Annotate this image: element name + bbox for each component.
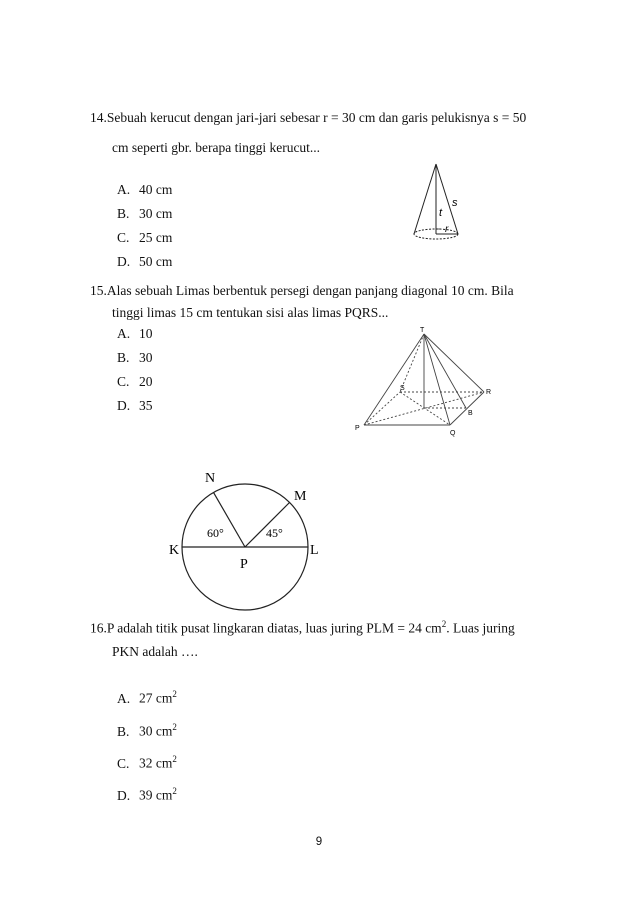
option-letter: A.: [117, 182, 131, 197]
q16-option-a: [117, 686, 177, 707]
page-number: 9: [315, 836, 323, 848]
label-P: P: [240, 557, 248, 572]
cone-figure: [405, 160, 495, 250]
option-letter: A.: [117, 690, 131, 706]
q14-option-a: [117, 182, 172, 198]
q15-option-d: [117, 398, 153, 414]
option-text: 40 cm: [139, 182, 173, 197]
option-text: 32 cm: [139, 755, 173, 771]
q16-text-line2: PKN adalah ….: [112, 644, 198, 659]
q16-text-line1-tail: . Luas juring: [446, 620, 515, 636]
edge-TR: [424, 334, 484, 392]
q15-text-line2: tinggi limas 15 cm tentukan sisi alas limas PQRS...: [112, 305, 389, 320]
q15-option-c: [117, 374, 153, 390]
option-letter: B.: [117, 723, 130, 739]
option-superscript: 2: [172, 754, 177, 764]
option-letter: C.: [117, 374, 130, 389]
radius-PM: [245, 503, 290, 548]
option-text: 30: [139, 350, 153, 365]
q14-line1: [90, 110, 526, 126]
q16-superscript: 2: [441, 619, 447, 629]
edge-TS: [400, 334, 424, 392]
option-text: 35: [139, 398, 153, 413]
q14-option-b: [117, 206, 172, 222]
label-s: s: [452, 197, 458, 209]
option-letter: B.: [117, 206, 130, 221]
label-M: M: [294, 489, 307, 504]
q14-text-line1: Sebuah kerucut dengan jari-jari sebesar r = 30 cm dan garis pelukisnya s = 50: [106, 110, 527, 125]
label-T: T: [420, 327, 425, 334]
label-S: S: [400, 385, 405, 392]
q16-option-d: [117, 783, 177, 804]
option-letter: D.: [117, 398, 131, 413]
q16-option-c: [117, 751, 177, 772]
q14-option-c: [117, 230, 172, 246]
label-N: N: [205, 471, 216, 486]
label-P: P: [355, 425, 360, 432]
right-angle-mark: [436, 229, 441, 234]
option-text: 27 cm: [139, 690, 173, 706]
label-t: t: [439, 207, 443, 219]
label-L: L: [310, 543, 319, 558]
option-text: 39 cm: [139, 787, 173, 803]
option-letter: C.: [117, 230, 130, 245]
option-superscript: 2: [172, 722, 177, 732]
q15-option-a: [117, 326, 153, 342]
angle-45-label: 45°: [266, 526, 283, 540]
option-text: 10: [139, 326, 153, 341]
label-Q: Q: [450, 430, 456, 437]
option-letter: D.: [117, 254, 131, 269]
q15-option-b: [117, 350, 153, 366]
q15-line1: [90, 283, 514, 299]
option-text: 50 cm: [139, 254, 173, 269]
option-text: 30 cm: [139, 206, 173, 221]
option-superscript: 2: [172, 689, 177, 699]
option-letter: C.: [117, 755, 130, 771]
label-R: R: [486, 389, 492, 396]
option-letter: B.: [117, 350, 130, 365]
slant-height-TB: [424, 334, 466, 408]
label-B: B: [468, 410, 473, 417]
option-superscript: 2: [172, 786, 177, 796]
edge-QR: [450, 392, 484, 425]
q14-text-line2: cm seperti gbr. berapa tinggi kerucut...: [112, 140, 321, 155]
pyramid-figure: [350, 322, 500, 440]
cone-left-edge: [414, 164, 436, 234]
q14-number: 14.: [90, 110, 107, 125]
circle-figure: [160, 460, 340, 605]
q16-number: 16.: [90, 620, 107, 636]
q15-number: 15.: [90, 283, 107, 298]
q16-text-line1: P adalah titik pusat lingkaran diatas, luas juring PLM = 24 cm: [106, 620, 442, 636]
q15-text-line1: Alas sebuah Limas berbentuk persegi dengan panjang diagonal 10 cm. Bila: [106, 283, 514, 298]
option-letter: D.: [117, 787, 131, 803]
option-letter: A.: [117, 326, 131, 341]
option-text: 30 cm: [139, 723, 173, 739]
option-text: 25 cm: [139, 230, 173, 245]
q14-option-d: [117, 254, 172, 270]
label-K: K: [169, 543, 180, 558]
diagonal-SQ: [400, 392, 450, 425]
option-text: 20: [139, 374, 153, 389]
angle-60-label: 60°: [207, 526, 224, 540]
q16-line1: [90, 616, 515, 637]
label-r: r: [445, 224, 449, 235]
q16-option-b: [117, 719, 177, 740]
edge-TQ: [424, 334, 450, 425]
